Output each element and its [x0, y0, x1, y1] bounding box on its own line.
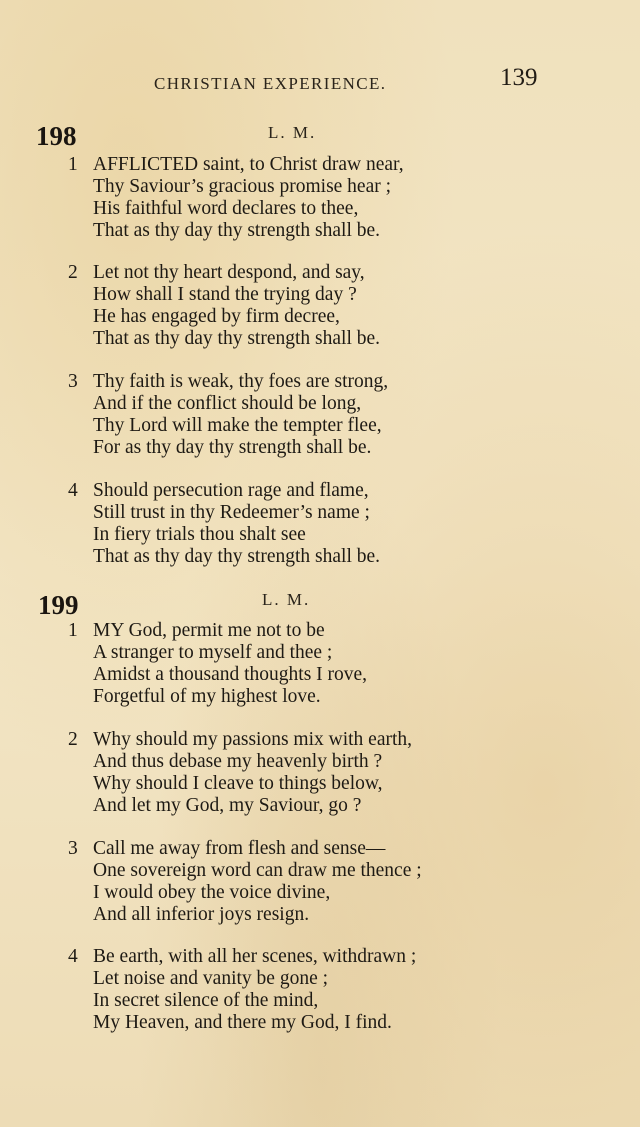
verse-line: A stranger to myself and thee ;: [93, 642, 333, 663]
verse-line: He has engaged by firm decree,: [93, 306, 340, 327]
verse-line: Why should I cleave to things below,: [93, 773, 383, 794]
verse-line: Amidst a thousand thoughts I rove,: [93, 664, 368, 685]
verse-line: I would obey the voice divine,: [93, 882, 331, 903]
verse-line: Thy faith is weak, thy foes are strong,: [93, 371, 389, 392]
page-number: 139: [500, 64, 538, 91]
hymn-meter: L. M.: [262, 590, 311, 609]
verse-line: Thy Lord will make the tempter flee,: [93, 415, 382, 436]
verse-line: Be earth, with all her scenes, withdrawn ;: [93, 946, 417, 967]
verse-line: Call me away from flesh and sense—: [93, 838, 386, 859]
verse-line: That as thy day thy strength shall be.: [93, 220, 381, 241]
verse-number: 1: [68, 154, 78, 175]
verse-line: MY God, permit me not to be: [93, 620, 325, 641]
verse-line: Still trust in thy Redeemer’s name ;: [93, 502, 370, 523]
verse-line: That as thy day thy strength shall be.: [93, 328, 381, 349]
verse-line: Let not thy heart despond, and say,: [93, 262, 365, 283]
running-head: CHRISTIAN EXPERIENCE.: [154, 74, 387, 93]
verse-line: AFFLICTED saint, to Christ draw near,: [93, 154, 404, 175]
verse-number: 3: [68, 838, 78, 859]
verse-number: 2: [68, 729, 78, 750]
hymn-number: 198: [36, 121, 77, 151]
verse-line: How shall I stand the trying day ?: [93, 284, 357, 305]
hymn-number: 199: [38, 590, 79, 620]
verse-line: For as thy day thy strength shall be.: [93, 437, 372, 458]
verse-line: Let noise and vanity be gone ;: [93, 968, 329, 989]
hymn-meter: L. M.: [268, 123, 317, 142]
verse-line: And all inferior joys resign.: [93, 904, 310, 925]
verse-number: 3: [68, 371, 78, 392]
verse-line: My Heaven, and there my God, I find.: [93, 1012, 392, 1033]
verse-line: That as thy day thy strength shall be.: [93, 546, 381, 567]
verse-line: And if the conflict should be long,: [93, 393, 362, 414]
verse-number: 4: [68, 480, 78, 501]
verse-line: Forgetful of my highest love.: [93, 686, 321, 707]
verse-line: And let my God, my Saviour, go ?: [93, 795, 362, 816]
verse-line: Thy Saviour’s gracious promise hear ;: [93, 176, 392, 197]
verse-line: Why should my passions mix with earth,: [93, 729, 413, 750]
verse-line: Should persecution rage and flame,: [93, 480, 369, 501]
verse-number: 2: [68, 262, 78, 283]
verse-line: One sovereign word can draw me thence ;: [93, 860, 422, 881]
verse-line: His faithful word declares to thee,: [93, 198, 359, 219]
verse-line: In secret silence of the mind,: [93, 990, 319, 1011]
verse-line: In fiery trials thou shalt see: [93, 524, 306, 545]
verse-number: 1: [68, 620, 78, 641]
verse-number: 4: [68, 946, 78, 967]
verse-line: And thus debase my heavenly birth ?: [93, 751, 383, 772]
